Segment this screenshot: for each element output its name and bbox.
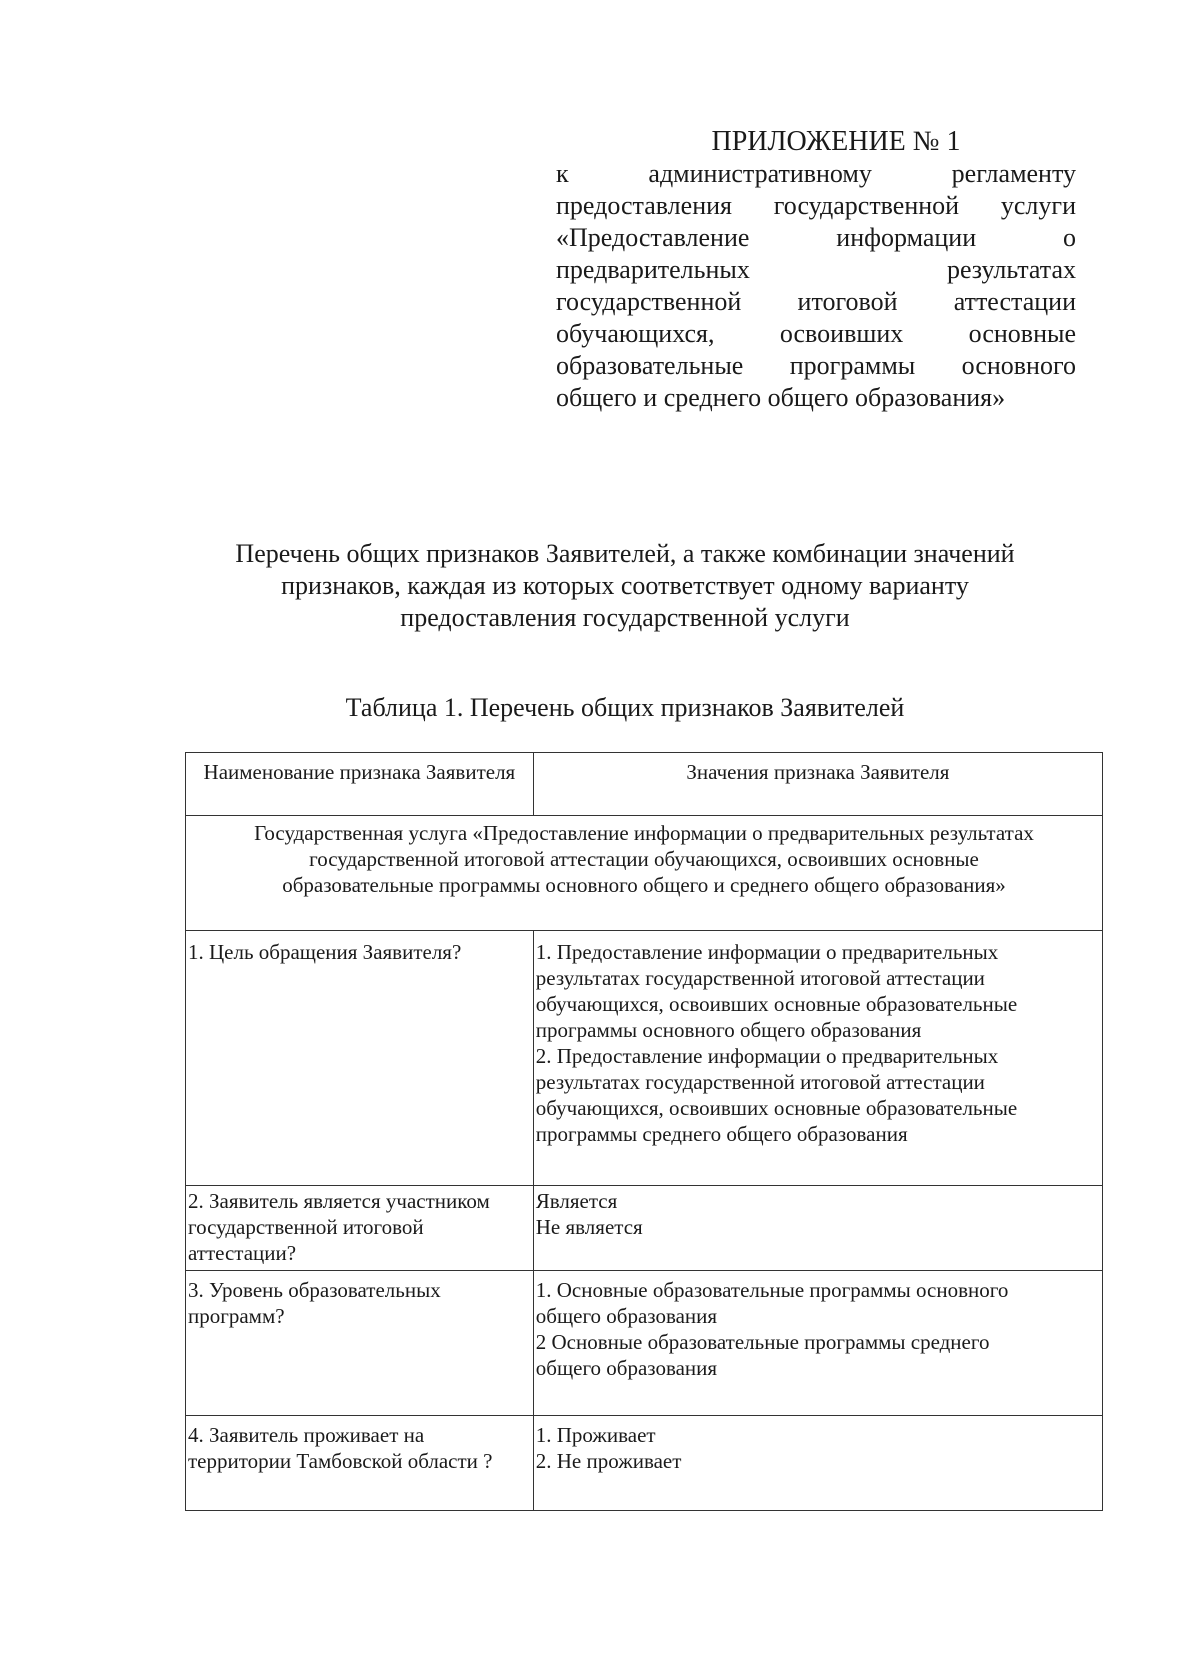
name-line: 2. Заявитель является участником bbox=[188, 1189, 490, 1213]
name-line: 3. Уровень образовательных bbox=[188, 1278, 441, 1302]
appendix-block bbox=[556, 126, 1076, 414]
appendix-line: «Предоставление информации о bbox=[556, 223, 1076, 252]
name-line: аттестации? bbox=[188, 1241, 297, 1265]
service-cell bbox=[186, 816, 1103, 931]
attribute-name-cell bbox=[186, 1271, 534, 1416]
value-line: общего образования bbox=[535, 1356, 718, 1380]
service-line: Государственная услуга «Предоставление информации о предварительных результатах bbox=[254, 821, 1034, 845]
value-line: 1. Предоставление информации о предварительных bbox=[535, 940, 999, 964]
appendix-line: к административному регламенту bbox=[556, 159, 1076, 188]
name-line: программ? bbox=[188, 1304, 285, 1328]
table-row bbox=[186, 1416, 1103, 1511]
value-line: результатах государственной итоговой аттестации bbox=[535, 1070, 985, 1094]
attribute-values-cell bbox=[533, 1271, 1102, 1416]
table-row bbox=[186, 1186, 1103, 1271]
service-line: образовательные программы основного общего и среднего общего образования» bbox=[282, 873, 1006, 897]
value-line: 2 Основные образовательные программы среднего bbox=[535, 1330, 990, 1354]
attribute-values-cell bbox=[533, 1416, 1102, 1511]
attribute-name-cell bbox=[186, 1416, 534, 1511]
appendix-line: государственной итоговой аттестации bbox=[556, 287, 1076, 316]
appendix-line: предоставления государственной услуги bbox=[556, 191, 1076, 220]
header-values-cell: Значения признака Заявителя bbox=[533, 753, 1102, 816]
name-line: территории Тамбовской области ? bbox=[188, 1449, 493, 1473]
value-line: 1. Проживает bbox=[535, 1423, 656, 1447]
value-line: результатах государственной итоговой аттестации bbox=[535, 966, 985, 990]
name-line: государственной итоговой bbox=[188, 1215, 424, 1239]
heading-line: признаков, каждая из которых соответствует одному варианту bbox=[281, 571, 969, 600]
attribute-name-cell bbox=[186, 1186, 534, 1271]
service-line: государственной итоговой аттестации обучающихся, освоивших основные bbox=[309, 847, 979, 871]
header-name-cell: Наименование признака Заявителя bbox=[186, 753, 534, 816]
value-line: обучающихся, освоивших основные образовательные bbox=[535, 992, 1018, 1016]
appendix-title: ПРИЛОЖЕНИЕ № 1 bbox=[711, 126, 961, 157]
value-line: Не является bbox=[535, 1215, 643, 1239]
document-heading bbox=[150, 538, 1100, 634]
table-row bbox=[186, 1271, 1103, 1416]
value-line: 2. Предоставление информации о предварительных bbox=[535, 1044, 999, 1068]
appendix-line: обучающихся, освоивших основные bbox=[556, 319, 1076, 348]
value-line: 1. Основные образовательные программы основного bbox=[535, 1278, 1009, 1302]
value-line: общего образования bbox=[535, 1304, 718, 1328]
appendix-line: предварительных результатах bbox=[556, 255, 1076, 284]
value-line: программы основного общего образования bbox=[535, 1018, 922, 1042]
appendix-line: образовательные программы основного bbox=[556, 351, 1076, 380]
value-line: Является bbox=[535, 1189, 618, 1213]
table-row bbox=[186, 931, 1103, 1186]
heading-line: Перечень общих признаков Заявителей, а также комбинации значений bbox=[235, 539, 1015, 568]
attribute-values-cell bbox=[533, 931, 1102, 1186]
table-caption: Таблица 1. Перечень общих признаков Заявителей bbox=[345, 693, 905, 722]
appendix-line: общего и среднего общего образования» bbox=[556, 383, 1006, 412]
value-line: программы среднего общего образования bbox=[535, 1122, 908, 1146]
name-line: 4. Заявитель проживает на bbox=[188, 1423, 425, 1447]
attributes-table bbox=[185, 752, 1103, 1511]
value-line: 2. Не проживает bbox=[535, 1449, 682, 1473]
attribute-values-cell bbox=[533, 1186, 1102, 1271]
service-row bbox=[186, 816, 1103, 931]
attribute-name-cell: 1. Цель обращения Заявителя? bbox=[186, 931, 534, 1186]
table-header-row bbox=[186, 753, 1103, 816]
value-line: обучающихся, освоивших основные образовательные bbox=[535, 1096, 1018, 1120]
heading-line: предоставления государственной услуги bbox=[400, 603, 850, 632]
